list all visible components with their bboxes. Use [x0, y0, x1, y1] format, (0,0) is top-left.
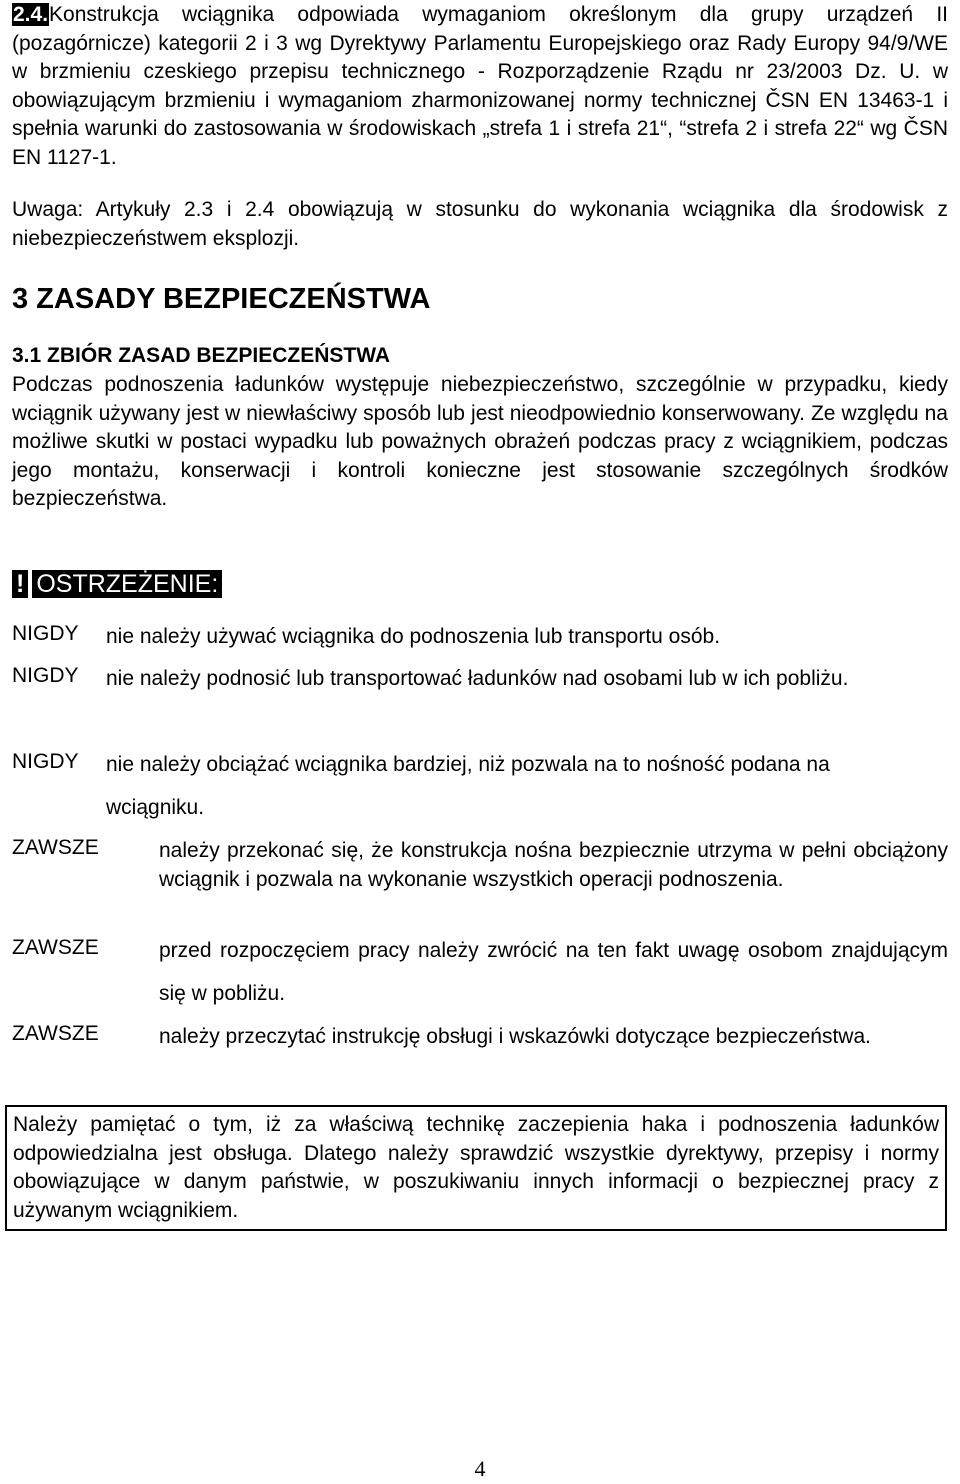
rule-text: przed rozpoczęciem pracy należy zwrócić na ten fakt uwagę osobom znajdującym się w pobliżu. — [159, 939, 948, 1005]
rule-item — [12, 750, 948, 820]
section-3-1-paragraph: Podczas podnoszenia ładunków występuje niebezpieczeństwo, szczególnie w przypadku, kiedy wciągnik używany jest w niewłaściwy sposób lub jest nieodpowiednio konserwowany. Ze względu na możliwe skutki w postaci wypadku lub poważnych obrażeń podczas pracy z wciągnikiem, podczas jego montażu, konserwacji i kontroli konieczne jest stosowanie szczególnych środków bezpieczeństwa. — [12, 373, 948, 510]
rule-item — [12, 622, 948, 652]
warning-header — [12, 570, 222, 599]
rule-item — [12, 836, 948, 926]
section-2-4-number: 2.4. — [13, 3, 49, 26]
section-2-4-text: Konstrukcja wciągnika odpowiada wymaganiom określonym dla grupy urządzeń II (pozagórnicze) kategorii 2 i 3 wg Dyrektywy Parlamentu Europejskiego oraz Rady Europy 94/9/WE w brzmieniu czeskiego przepisu technicznego - Rozporządzenie Rządu nr 23/2003 Dz. U. w obowiązującym brzmieniu i wymaganiom zharmonizowanej normy technicznej ČSN EN 13463-1 i spełnia warunki do zastosowania w środowiskach „strefa 1 i strefa 21“, “strefa 2 i strefa 22“ wg ČSN EN 1127-1. — [12, 3, 948, 169]
rule-keyword: ZAWSZE — [12, 1022, 99, 1045]
chapter-heading: 3 ZASADY BEZPIECZEŃSTWA — [12, 283, 431, 315]
rule-text: nie należy używać wciągnika do podnoszenia lub transportu osób. — [106, 625, 721, 648]
rule-item — [12, 1022, 948, 1092]
section-2-4-paragraph — [12, 1, 948, 172]
rule-text: nie należy obciążać wciągnika bardziej, niż pozwala na to nośność podana na wciągniku. — [106, 753, 830, 819]
page-number: 4 — [474, 1456, 486, 1481]
rule-keyword: NIGDY — [12, 622, 79, 645]
rule-item — [12, 936, 948, 1006]
rule-text: nie należy podnosić lub transportować ładunków nad osobami lub w ich pobliżu. — [106, 667, 849, 690]
warning-icon: ! — [12, 570, 28, 598]
rule-keyword: NIGDY — [12, 750, 79, 773]
rule-keyword: NIGDY — [12, 664, 79, 687]
rule-text: należy przeczytać instrukcję obsługi i wskazówki dotyczące bezpieczeństwa. — [159, 1025, 871, 1048]
boxed-note: Należy pamiętać o tym, iż za właściwą technikę zaczepienia haka i podnoszenia ładunków odpowiedzialna jest obsługa. Dlatego należy sprawdzić wszystkie dyrektywy, przepisy i normy obowiązujące w danym państwie, w poszukiwaniu innych informacji o bezpiecznej pracy z używanym wciągnikiem. — [5, 1105, 947, 1231]
section-3-1-heading: 3.1 ZBIÓR ZASAD BEZPIECZEŃSTWA — [12, 344, 391, 367]
section-2-4-note: Uwaga: Artykuły 2.3 i 2.4 obowiązują w stosunku do wykonania wciągnika dla środowisk z niebezpieczeństwem eksplozji. — [12, 198, 948, 250]
rule-keyword: ZAWSZE — [12, 936, 99, 959]
warning-label: OSTRZEŻENIE: — [32, 570, 222, 598]
rule-item — [12, 664, 948, 734]
rule-text: należy przekonać się, że konstrukcja nośna bezpiecznie utrzyma w pełni obciążony wciągnik i pozwala na wykonanie wszystkich operacji podnoszenia. — [159, 839, 948, 891]
rule-keyword: ZAWSZE — [12, 836, 99, 859]
